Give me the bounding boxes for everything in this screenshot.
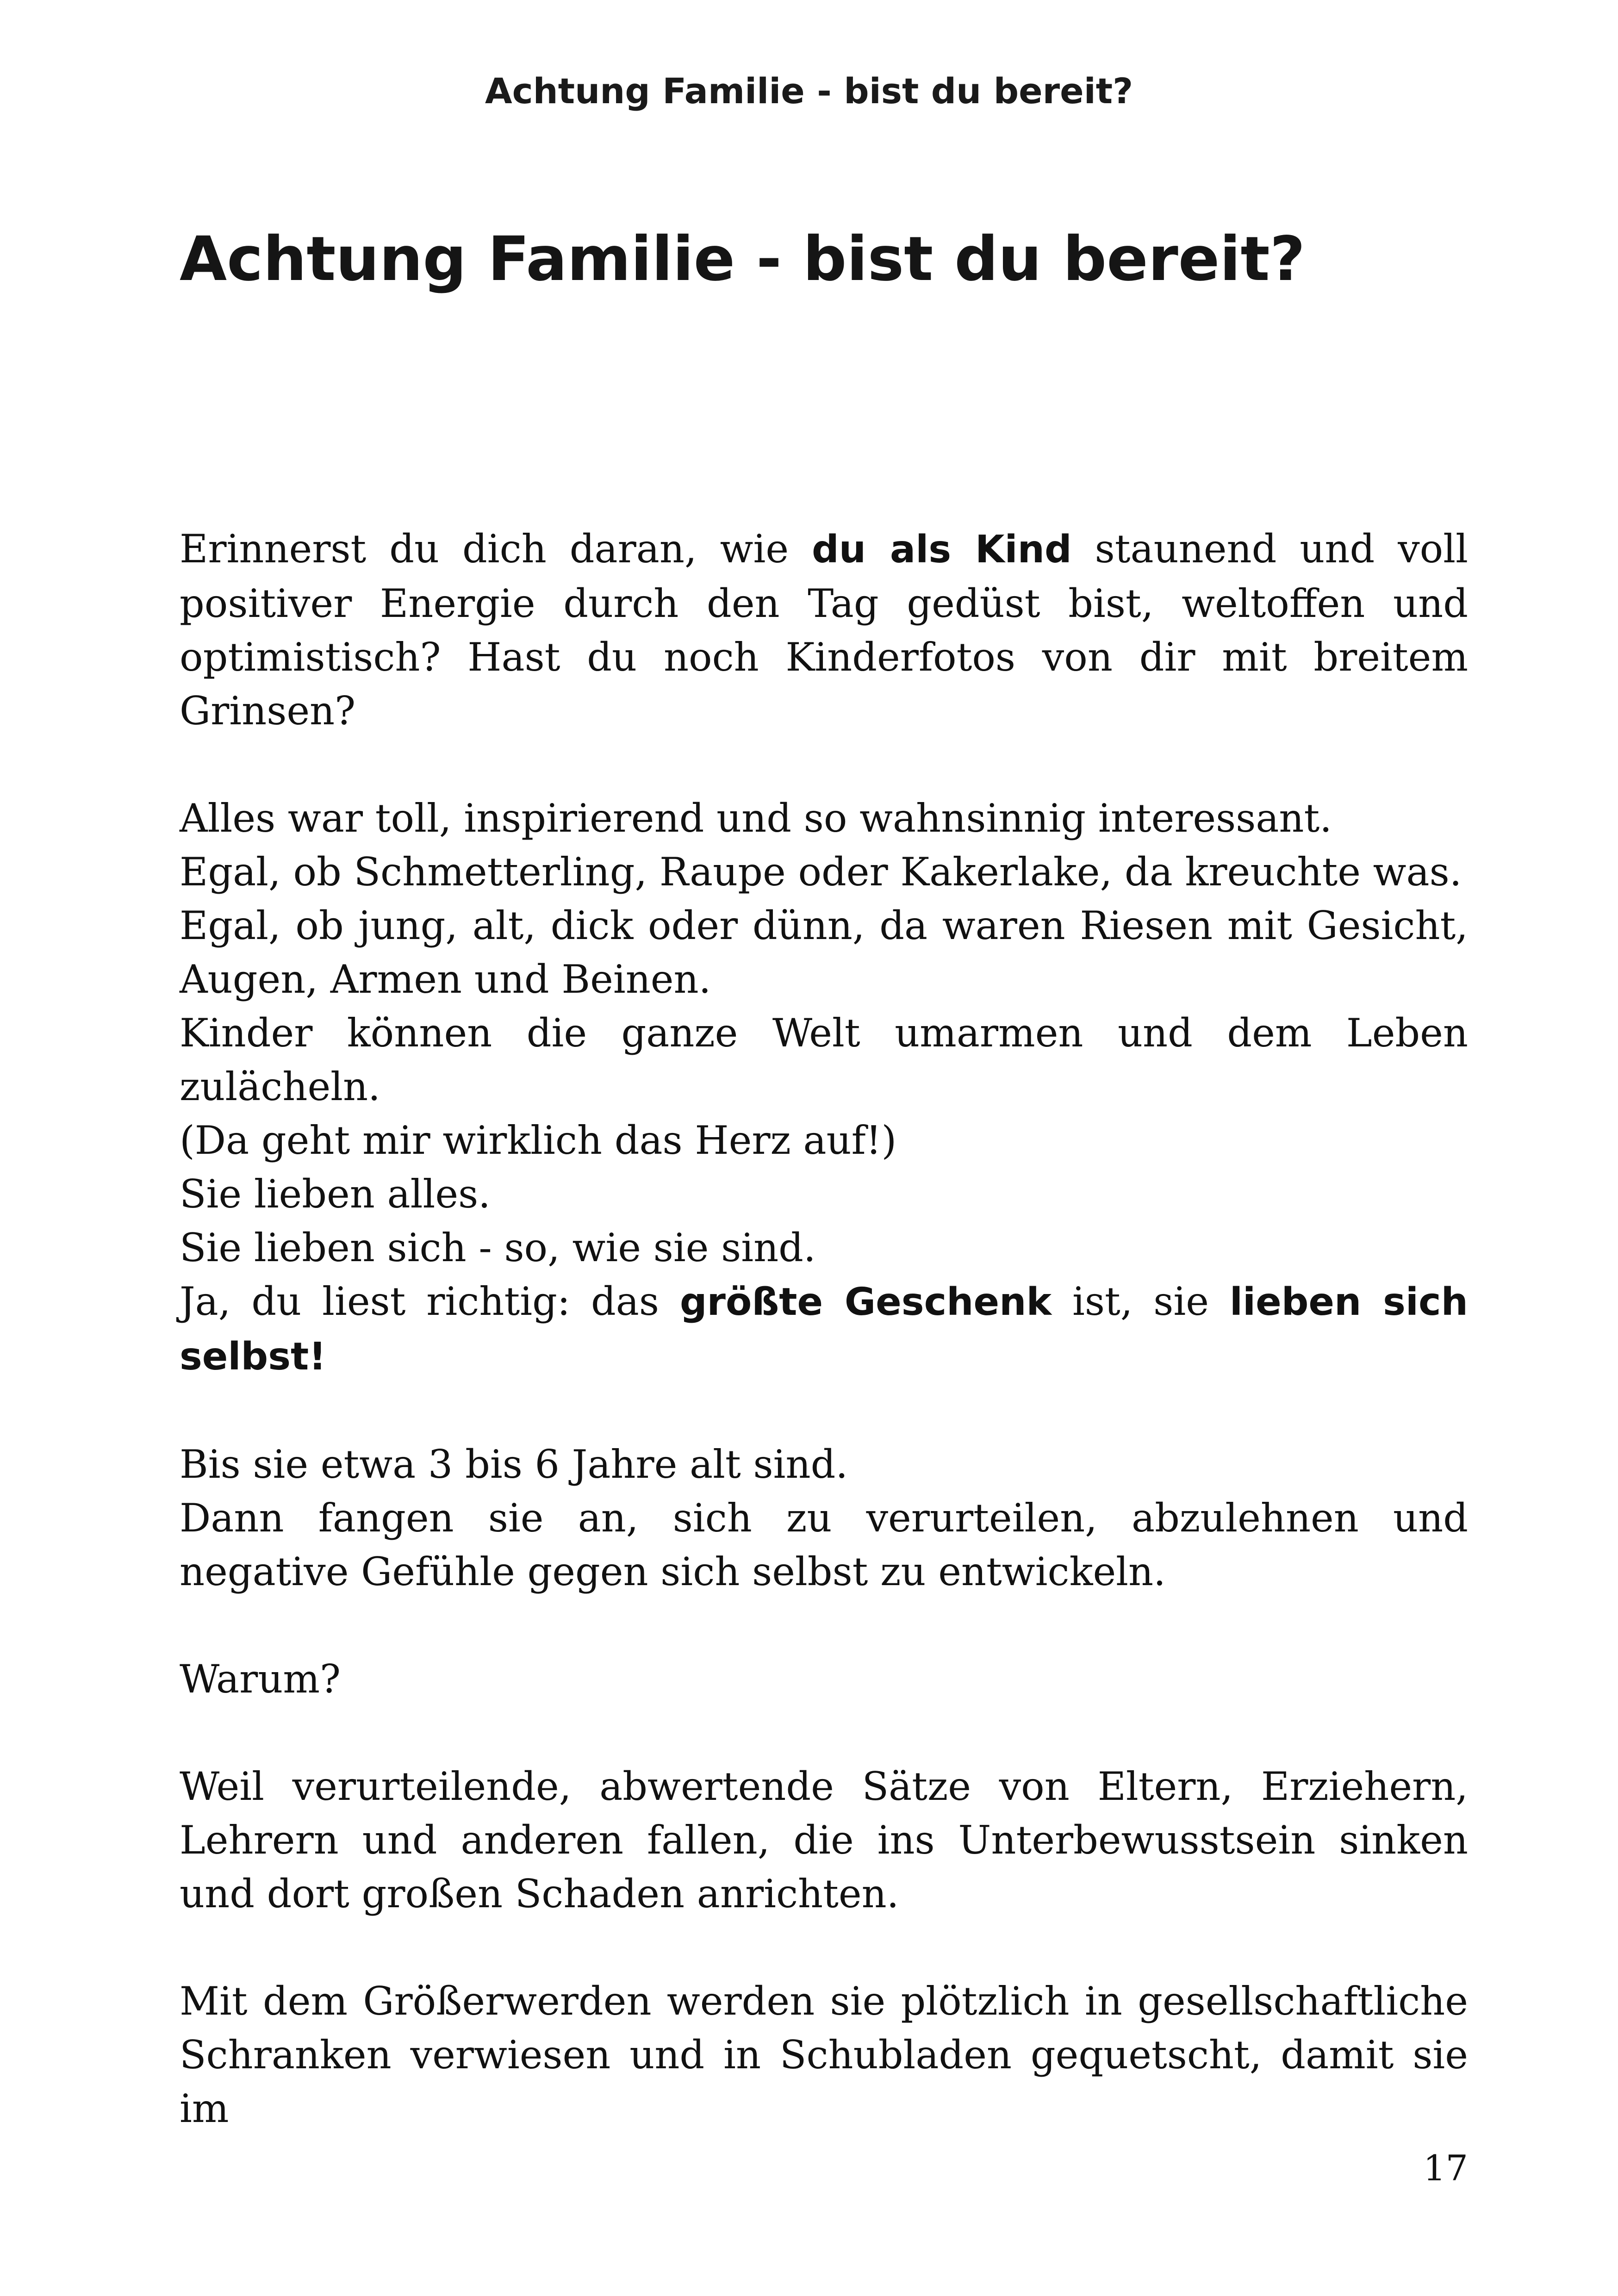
text-line: Bis sie etwa 3 bis 6 Jahre alt sind. [180,1442,848,1487]
text-segment: Ja, du liest richtig: das [180,1279,680,1324]
text-line-greatest-gift [180,1275,1468,1384]
text-line: Sie lieben alles. [180,1171,491,1217]
page-number: 17 [1423,2147,1468,2189]
text-segment: Erinnerst du dich daran, wie [180,526,812,572]
highlight-lieben-sich-selbst: lieben sich selbst! [180,1280,1469,1379]
text-line: Dann fangen sie an, sich zu verurteilen, abzulehnen und negative Gefühle gegen sich selbst zu entwickeln. [180,1495,1468,1594]
paragraph-childhood-memory [180,522,1468,738]
chapter-title: Achtung Familie - bist du bereit? [180,224,1306,295]
text-line: Sie lieben sich - so, wie sie sind. [180,1225,816,1270]
paragraph-judgement: Weil verurteilende, abwertende Sätze von Eltern, Erziehern, Lehrern und anderen fallen, die ins Unterbewusstsein sinken und dort großen Schaden anrichten. [180,1764,1468,1916]
paragraph-growing-up: Mit dem Größerwerden werden sie plötzlich in gesellschaftliche Schranken verwiesen und in Schubladen gequetscht, damit sie im [180,1979,1468,2131]
text-segment: ist, sie [1052,1279,1230,1324]
running-header: Achtung Familie - bist du bereit? [485,70,1133,112]
highlight-groesste-geschenk: größte Geschenk [679,1280,1052,1324]
text-line: (Da geht mir wirklich das Herz auf!) [180,1118,897,1163]
body-text [180,522,1468,2135]
text-line: Alles war toll, inspirierend und so wahnsinnig interessant. [180,796,1332,841]
text-line: Kinder können die ganze Welt umarmen und dem Leben zulächeln. [180,1010,1468,1109]
text-line-warum: Warum? [180,1656,341,1702]
highlight-du-als-kind: du als Kind [812,528,1072,572]
text-line: Egal, ob jung, alt, dick oder dünn, da waren Riesen mit Gesicht, Augen, Armen und Beinen. [180,903,1468,1002]
text-line: Egal, ob Schmetterling, Raupe oder Kakerlake, da kreuchte was. [180,849,1462,895]
text-segment: staunend und voll positiver Energie durch den Tag gedüst bist, weltoffen und optimistisch? Hast du noch Kinderfotos von dir mit breitem Grinsen? [180,526,1468,734]
